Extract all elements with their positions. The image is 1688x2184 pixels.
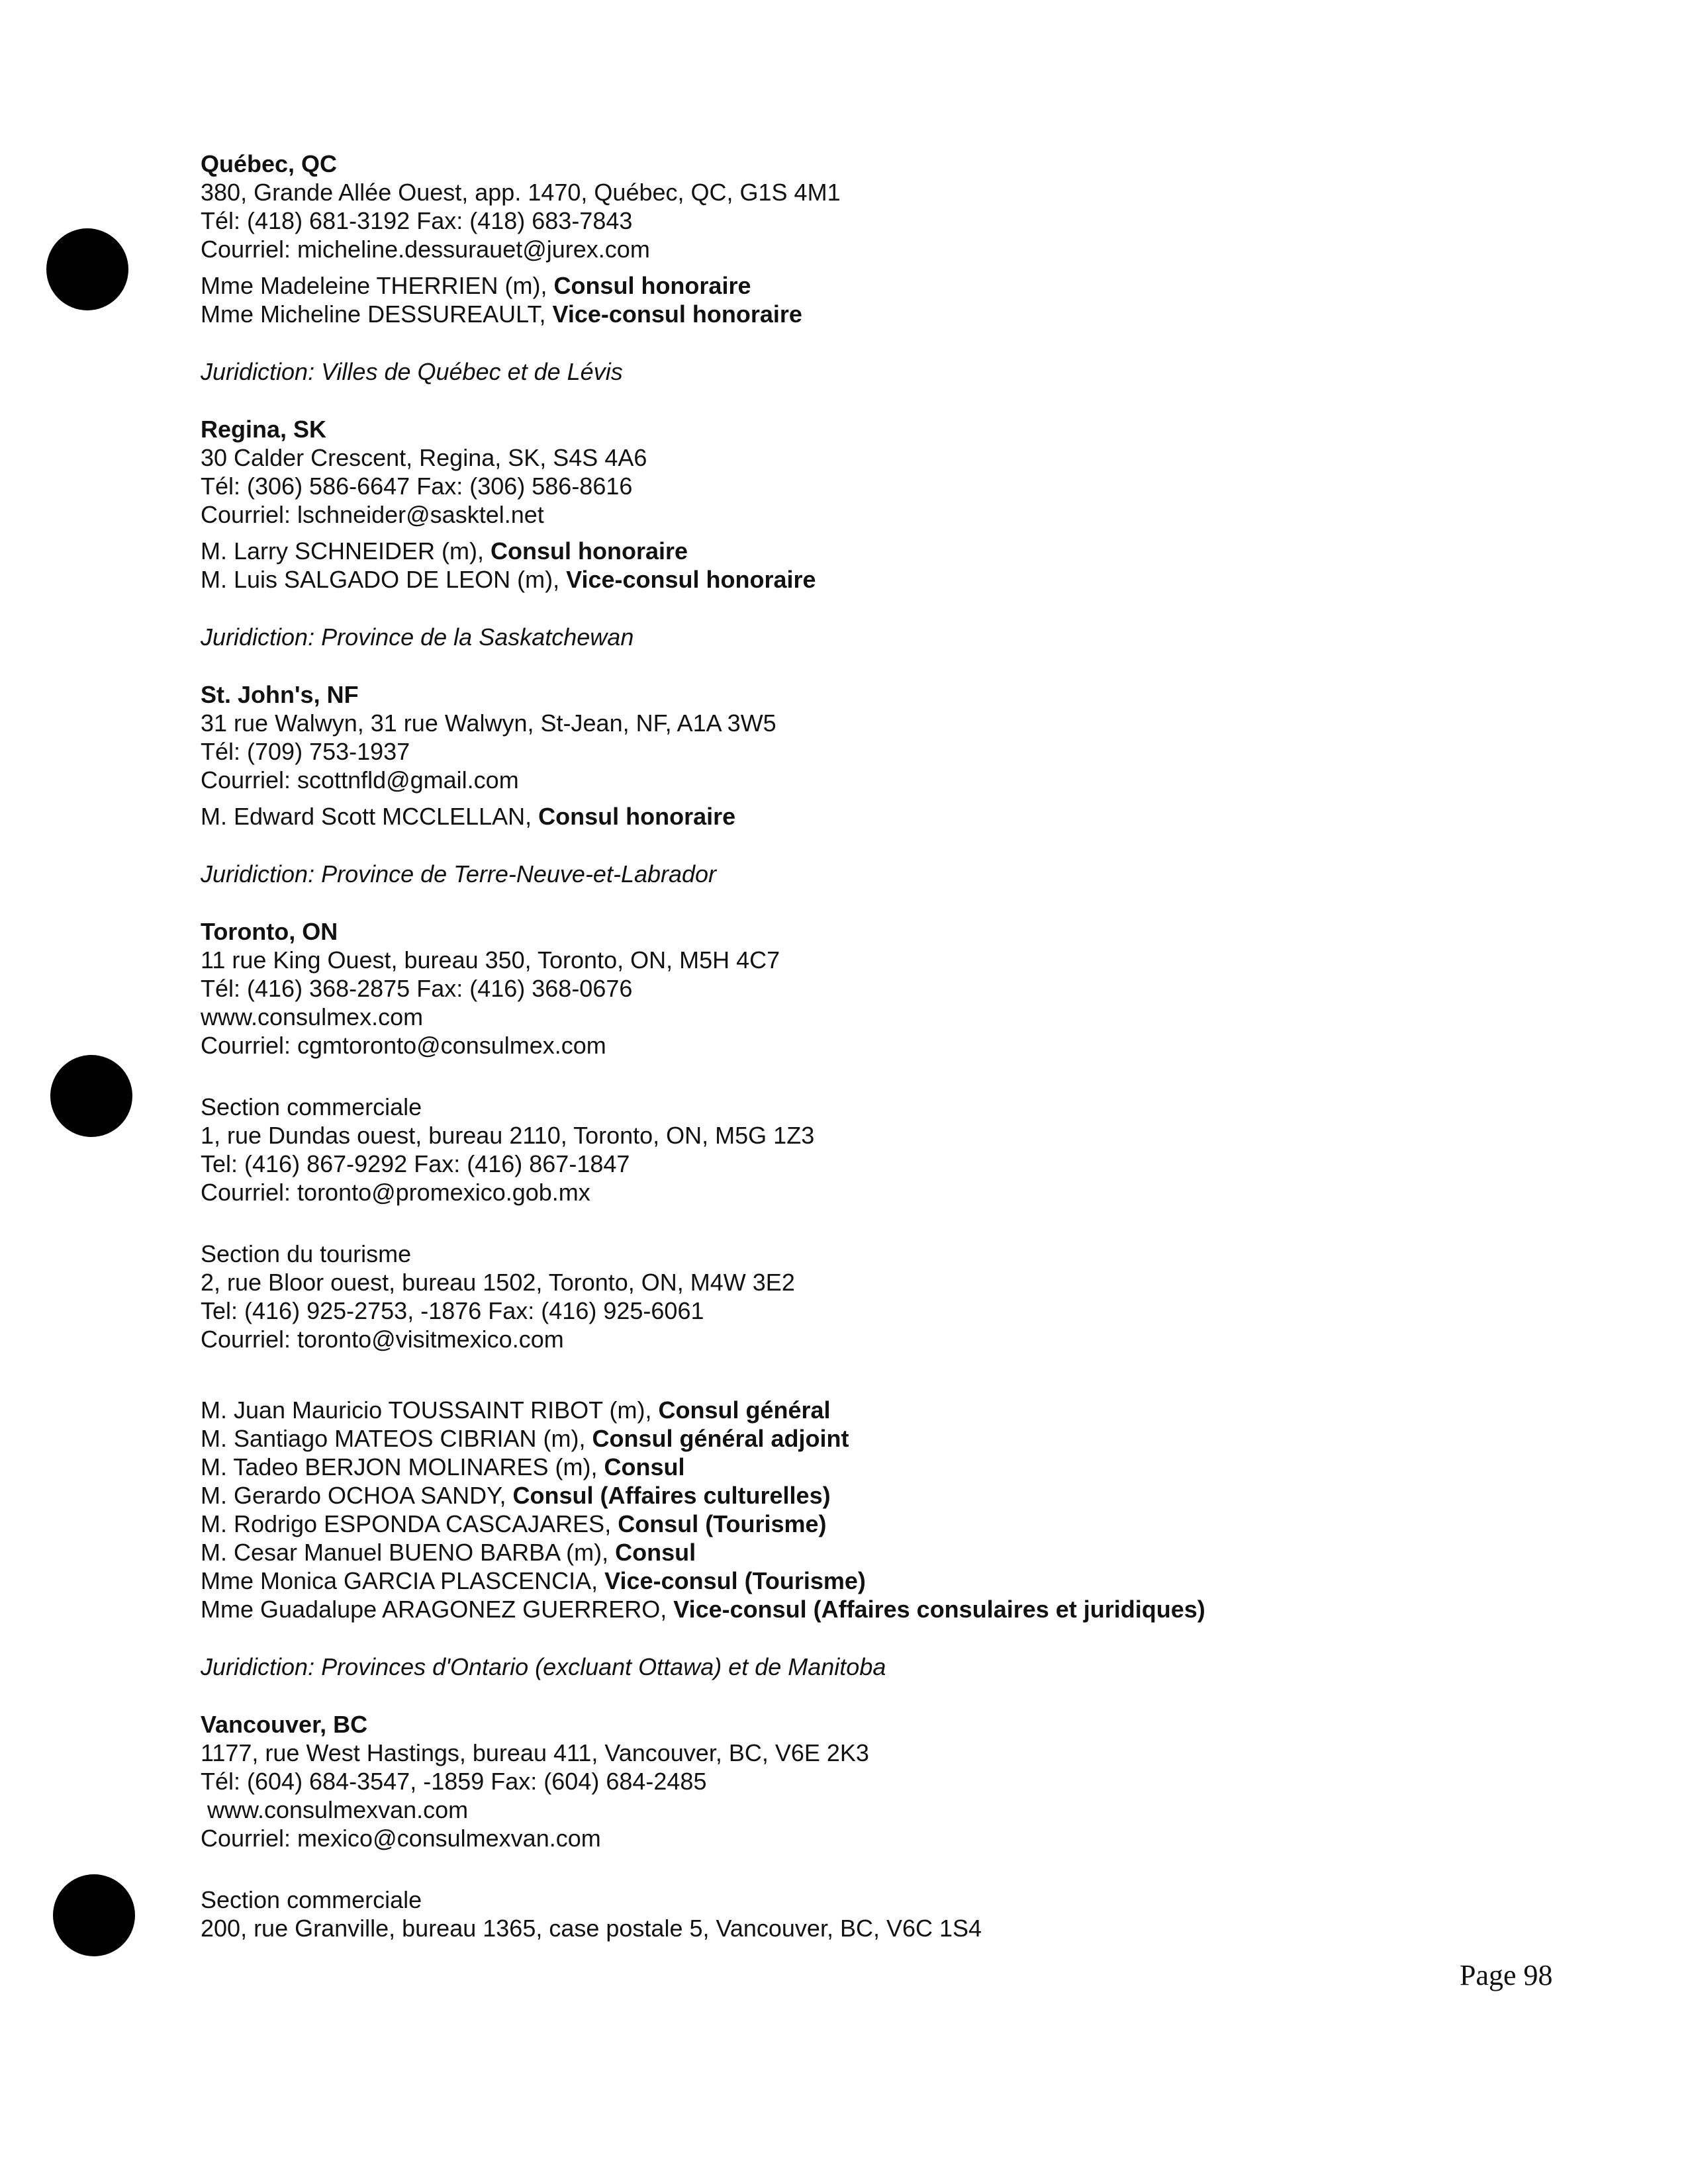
address: 380, Grande Allée Ouest, app. 1470, Québec, QC, G1S 4M1 xyxy=(201,179,841,206)
staff-row xyxy=(201,1538,1458,1567)
address: 11 rue King Ouest, bureau 350, Toronto, ON, M5H 4C7 xyxy=(201,946,780,974)
toronto-staff xyxy=(201,1396,1458,1623)
staff-row xyxy=(201,1567,1458,1595)
toronto-commercial-section xyxy=(201,1093,1458,1206)
staff-row xyxy=(201,1453,1458,1481)
staff-row xyxy=(201,802,1458,831)
staff-name: M. Cesar Manuel BUENO BARBA (m), xyxy=(201,1539,616,1566)
staff-title: Consul général xyxy=(658,1396,831,1424)
staff-name: Mme Guadalupe ARAGONEZ GUERRERO, xyxy=(201,1596,674,1623)
staff-title: Consul (Affaires culturelles) xyxy=(512,1482,831,1509)
binder-hole-top xyxy=(46,228,128,310)
staff-row xyxy=(201,1595,1458,1623)
staff-row xyxy=(201,565,1458,594)
vancouver-commercial-section xyxy=(201,1886,1458,1942)
consulate-listing xyxy=(201,150,1458,1942)
email: Courriel: micheline.dessurauet@jurex.com xyxy=(201,236,650,263)
section-quebec xyxy=(201,150,1458,328)
staff-title: Consul honoraire xyxy=(491,537,688,565)
subsection-label: Section du tourisme xyxy=(201,1240,412,1267)
phone-fax: Tél: (418) 681-3192 Fax: (418) 683-7843 xyxy=(201,207,633,234)
address: 1177, rue West Hastings, bureau 411, Vancouver, BC, V6E 2K3 xyxy=(201,1739,869,1766)
section-st-johns xyxy=(201,680,1458,831)
staff-row xyxy=(201,1481,1458,1510)
section-vancouver xyxy=(201,1710,1458,1852)
phone-fax: Tél: (604) 684-3547, -1859 Fax: (604) 684-2485 xyxy=(201,1768,707,1795)
address: 30 Calder Crescent, Regina, SK, S4S 4A6 xyxy=(201,444,647,471)
staff-name: M. Gerardo OCHOA SANDY, xyxy=(201,1482,513,1509)
phone-fax: Tel: (416) 925-2753, -1876 Fax: (416) 925-6061 xyxy=(201,1297,704,1324)
toronto-tourism-section xyxy=(201,1240,1458,1353)
section-heading: Québec, QC xyxy=(201,150,338,177)
binder-hole-bottom xyxy=(53,1874,135,1956)
phone-fax: Tel: (416) 867-9292 Fax: (416) 867-1847 xyxy=(201,1150,630,1177)
staff-name: Mme Madeleine THERRIEN (m), xyxy=(201,272,554,299)
section-heading: Toronto, ON xyxy=(201,918,338,945)
phone-fax: Tél: (416) 368-2875 Fax: (416) 368-0676 xyxy=(201,975,633,1002)
email: Courriel: lschneider@sasktel.net xyxy=(201,501,544,528)
address: 2, rue Bloor ouest, bureau 1502, Toronto, ON, M4W 3E2 xyxy=(201,1269,795,1296)
staff-title: Vice-consul honoraire xyxy=(552,300,802,328)
staff-row xyxy=(201,300,1458,328)
binder-hole-middle xyxy=(50,1055,132,1137)
address: 1, rue Dundas ouest, bureau 2110, Toronto, ON, M5G 1Z3 xyxy=(201,1122,815,1149)
jurisdiction: Juridiction: Province de la Saskatchewan xyxy=(201,623,634,651)
jurisdiction: Juridiction: Provinces d'Ontario (excluant Ottawa) et de Manitoba xyxy=(201,1653,886,1680)
staff-title: Consul xyxy=(615,1539,696,1566)
staff-title: Consul xyxy=(604,1453,685,1480)
phone: Tél: (709) 753-1937 xyxy=(201,738,410,765)
jurisdiction: Juridiction: Villes de Québec et de Lévis xyxy=(201,358,623,385)
staff-name: M. Juan Mauricio TOUSSAINT RIBOT (m), xyxy=(201,1396,659,1424)
email: Courriel: cgmtoronto@consulmex.com xyxy=(201,1032,606,1059)
staff-name: Mme Monica GARCIA PLASCENCIA, xyxy=(201,1567,605,1594)
staff-title: Consul honoraire xyxy=(553,272,751,299)
email: Courriel: scottnfld@gmail.com xyxy=(201,766,519,794)
staff-row xyxy=(201,1424,1458,1453)
staff-row xyxy=(201,271,1458,300)
email: Courriel: toronto@visitmexico.com xyxy=(201,1326,564,1353)
staff-title: Consul (Tourisme) xyxy=(618,1510,827,1537)
website: www.consulmex.com xyxy=(201,1003,424,1030)
address: 31 rue Walwyn, 31 rue Walwyn, St-Jean, NF, A1A 3W5 xyxy=(201,709,776,737)
section-heading: St. John's, NF xyxy=(201,681,359,708)
staff-title: Consul honoraire xyxy=(538,803,736,830)
section-regina xyxy=(201,415,1458,594)
staff-title: Consul général adjoint xyxy=(592,1425,849,1452)
section-heading: Regina, SK xyxy=(201,416,327,443)
staff-row xyxy=(201,1396,1458,1424)
email: Courriel: mexico@consulmexvan.com xyxy=(201,1825,601,1852)
subsection-label: Section commerciale xyxy=(201,1886,422,1913)
jurisdiction: Juridiction: Province de Terre-Neuve-et-Labrador xyxy=(201,860,717,887)
staff-name: M. Luis SALGADO DE LEON (m), xyxy=(201,566,567,593)
website: www.consulmexvan.com xyxy=(201,1796,469,1823)
staff-title: Vice-consul (Affaires consulaires et juridiques) xyxy=(673,1596,1205,1623)
section-toronto xyxy=(201,917,1458,1060)
phone-fax: Tél: (306) 586-6647 Fax: (306) 586-8616 xyxy=(201,473,633,500)
staff-name: Mme Micheline DESSUREAULT, xyxy=(201,300,553,328)
address: 200, rue Granville, bureau 1365, case postale 5, Vancouver, BC, V6C 1S4 xyxy=(201,1915,982,1942)
staff-title: Vice-consul (Tourisme) xyxy=(604,1567,866,1594)
staff-name: M. Tadeo BERJON MOLINARES (m), xyxy=(201,1453,604,1480)
staff-title: Vice-consul honoraire xyxy=(566,566,816,593)
section-heading: Vancouver, BC xyxy=(201,1711,368,1738)
subsection-label: Section commerciale xyxy=(201,1093,422,1120)
staff-name: M. Rodrigo ESPONDA CASCAJARES, xyxy=(201,1510,618,1537)
staff-row xyxy=(201,537,1458,565)
staff-name: M. Santiago MATEOS CIBRIAN (m), xyxy=(201,1425,592,1452)
staff-row xyxy=(201,1510,1458,1538)
email: Courriel: toronto@promexico.gob.mx xyxy=(201,1179,590,1206)
staff-name: M. Larry SCHNEIDER (m), xyxy=(201,537,491,565)
staff-name: M. Edward Scott MCCLELLAN, xyxy=(201,803,539,830)
page-number: Page 98 xyxy=(1460,1959,1553,1991)
